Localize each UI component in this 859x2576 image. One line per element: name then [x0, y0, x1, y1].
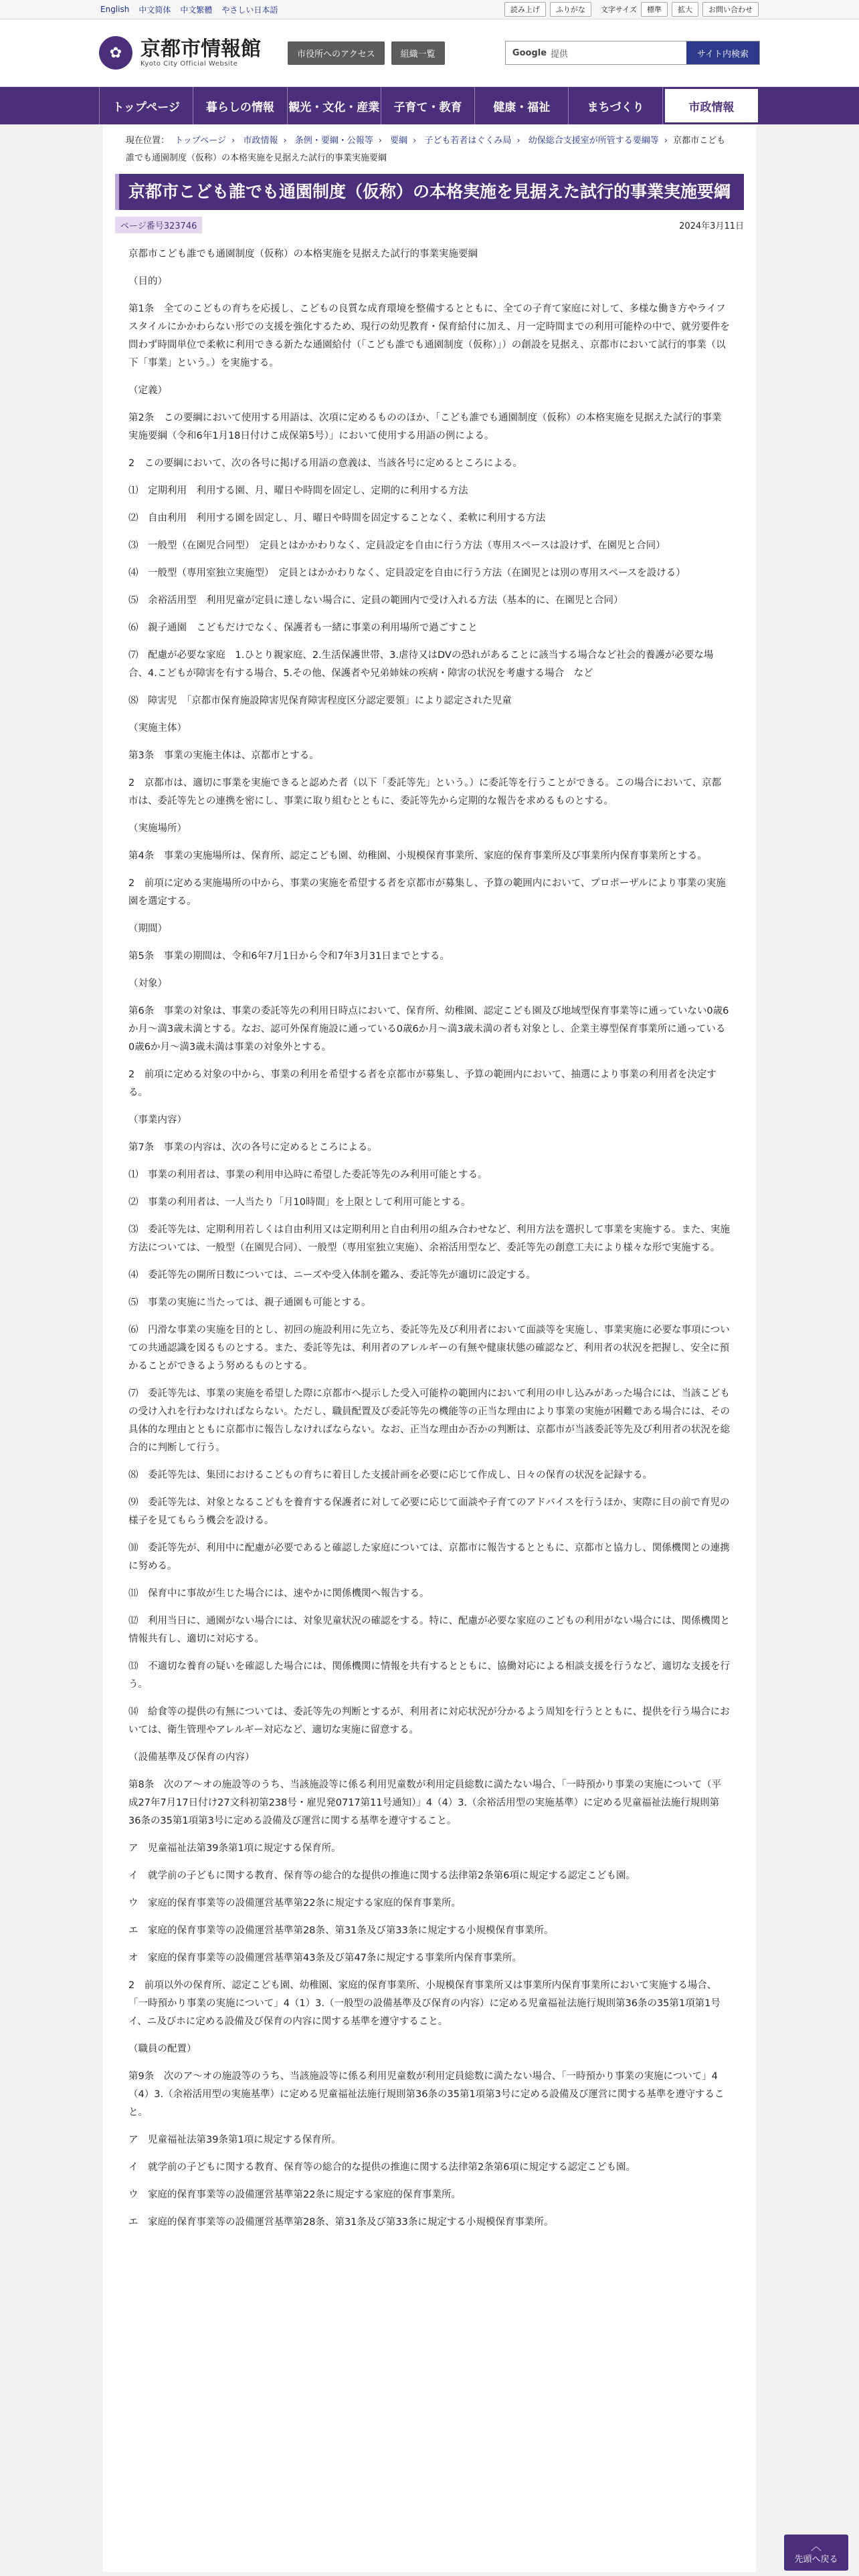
- chevron-up-icon: ︿: [810, 2539, 822, 2553]
- body-paragraph: 2 前項以外の保育所、認定こども園、幼稚園、家庭的保育事業所、小規模保育事業所又は事業所内保育事業所において実施する場合、「一時預かり事業の実施について」4（1）3.（一般型の設備基準及び保育の内容）に定める児童福祉法施行規則第36条の35第1項第1号イ、ニ及びホに定める設備及び保育の内容に関する基準を遵守すること。: [128, 1980, 721, 2027]
- body-paragraph: ⑴ 定期利用 利用する園、月、曜日や時間を固定し、定期的に利用する方法: [128, 486, 468, 496]
- breadcrumb-prefix: 現在位置：: [126, 136, 170, 146]
- utility-bar: [0, 0, 859, 19]
- body-paragraph: ア 児童福祉法第39条第1項に規定する保育所。: [128, 1843, 341, 1854]
- body-paragraph: ウ 家庭的保育事業等の設備運営基準第22条に規定する家庭的保育事業所。: [128, 1898, 461, 1909]
- chevron-right-icon: ›: [283, 136, 287, 146]
- body-paragraph: ⑷ 一般型（専用室独立実施型） 定員とはかかわりなく、定員設定を自由に行う方法（在園児とは別の専用スペースを設ける）: [128, 568, 686, 578]
- body-paragraph: 第6条 事業の対象は、事業の委託等先の利用日時点において、保育所、幼稚園、認定こども園及び地域型保育事業等に通っていない0歳6か月～満3歳未満とする。なお、認可外保育施設に通っている0歳6か月～満3歳未満の者も対象とし、企業主導型保育事業所に通っている0歳6か月～満3歳未満は事業の対象外とする。: [128, 1006, 729, 1053]
- global-nav: [0, 87, 859, 124]
- nav-childcare[interactable]: 子育て・教育: [381, 87, 475, 124]
- site-search: [505, 41, 760, 65]
- body-paragraph: ⑸ 事業の実施に当たっては、親子通園も可能とする。: [128, 1297, 371, 1308]
- body-paragraph: 第2条 この要綱において使用する用語は、次項に定めるもののほか、「こども誰でも通園制度（仮称）の本格実施を見据えた試行的事業実施要綱（令和6年1月18日付けこ成保第5号）」において使用する用語の例による。: [128, 413, 722, 441]
- back-to-top-label: 先頭へ戻る: [794, 2554, 838, 2565]
- search-button[interactable]: サイト内検索: [686, 41, 759, 64]
- main-content: [103, 124, 756, 2572]
- accessibility-tools: [504, 2, 759, 17]
- body-paragraph: ⑾ 保育中に事故が生じた場合には、速やかに関係機関へ報告する。: [128, 1588, 430, 1599]
- chevron-right-icon: ›: [231, 136, 235, 146]
- nav-tourism[interactable]: 観光・文化・産業: [288, 87, 381, 124]
- body-paragraph: 第9条 次のア～オの施設等のうち、当該施設等に係る利用児童数が利用定員総数に満たない場合、「一時預かり事業の実施について」4（4）3.（余裕活用型の実施基準）に定める児童福祉法施行規則第36条の35第1項第3号に定める設備及び運営に関する基準を遵守すること。: [128, 2071, 725, 2118]
- search-placeholder: 提供: [551, 49, 569, 60]
- breadcrumb-item[interactable]: 市政情報: [243, 136, 278, 146]
- body-paragraph: 第3条 事業の実施主体は、京都市とする。: [128, 750, 319, 761]
- body-paragraph: イ 就学前の子どもに関する教育、保育等の総合的な提供の推進に関する法律第2条第6項に規定する認定こども園。: [128, 1870, 636, 1881]
- nav-living[interactable]: 暮らしの情報: [193, 87, 287, 124]
- nav-health[interactable]: 健康・福祉: [475, 87, 569, 124]
- body-paragraph: ⑹ 親子通園 こどもだけでなく、保護者も一緒に事業の利用場所で過ごすこと: [128, 623, 478, 633]
- breadcrumb-current: 京都市こども誰でも通園制度（仮称）の本格実施を見据えた試行的事業実施要綱: [126, 136, 726, 163]
- body-paragraph: （目的）: [128, 276, 167, 287]
- body-paragraph: ⒁ 給食等の提供の有無については、委託等先の判断とするが、利用者に対応状況が分かるよう周知を行うとともに、提供を行う場合においては、衛生管理やアレルギー対応など、適切な実施に留意する。: [128, 1707, 730, 1735]
- body-paragraph: ⒀ 不適切な養育の疑いを確認した場合には、関係機関に情報を共有するとともに、協働対応による相談支援を行うなど、適切な支援を行う。: [128, 1661, 730, 1690]
- body-paragraph: 2 京都市は、適切に事業を実施できると認めた者（以下「委託等先」という。）に委託等を行うことができる。この場合において、京都市は、委託等先との連携を密にし、事業に取り組むとともに、委託等先から定期的な報告を求めるものとする。: [128, 778, 722, 807]
- access-button[interactable]: 市役所へのアクセス: [288, 41, 385, 65]
- body-paragraph: （事業内容）: [128, 1115, 187, 1125]
- body-paragraph: イ 就学前の子どもに関する教育、保育等の総合的な提供の推進に関する法律第2条第6項に規定する認定こども園。: [128, 2162, 636, 2173]
- chevron-right-icon: ›: [413, 136, 417, 146]
- body-paragraph: （対象）: [128, 978, 167, 989]
- page-meta: [112, 217, 747, 233]
- body-paragraph: エ 家庭的保育事業等の設備運営基準第28条、第31条及び第33条に規定する小規模保育事業所。: [128, 1925, 554, 1936]
- body-paragraph: （職員の配置）: [128, 2044, 197, 2054]
- link-english[interactable]: English: [100, 5, 130, 14]
- body-paragraph: （期間）: [128, 924, 167, 934]
- site-header: [0, 19, 859, 87]
- body-paragraph: ⑵ 自由利用 利用する園を固定し、月、曜日や時間を固定することなく、柔軟に利用する方法: [128, 513, 546, 524]
- logo-subtitle: Kyoto City Official Website: [140, 60, 238, 68]
- body-paragraph: ウ 家庭的保育事業等の設備運営基準第22条に規定する家庭的保育事業所。: [128, 2189, 461, 2200]
- read-aloud-button[interactable]: 読み上げ: [504, 2, 546, 17]
- body-paragraph: 2 前項に定める実施場所の中から、事業の実施を希望する者を京都市が募集し、予算の範囲内において、プロポーザルにより事業の実施園を選定する。: [128, 878, 726, 907]
- body-paragraph: オ 家庭的保育事業等の設備運営基準第43条及び第47条に規定する事業所内保育事業所。: [128, 1953, 522, 1963]
- body-paragraph: （定義）: [128, 385, 167, 396]
- city-emblem-icon: ✿: [99, 36, 132, 70]
- breadcrumb-item[interactable]: トップページ: [175, 136, 226, 146]
- body-paragraph: ⑺ 委託等先は、事業の実施を希望した際に京都市へ提示した受入可能枠の範囲内において利用の申し込みがあった場合には、当該こどもの受け入れを行わなければならない。ただし、職員配置及び委託等先の機能等の正当な理由により事業の実施が困難である場合には、その具体的な理由とともに京都市に報告しなければならない。なお、正当な理由か否かの判断は、京都市が当該委託等先及び利用者の状況を総合的に判断して行う。: [128, 1388, 730, 1453]
- link-chinese-traditional[interactable]: 中文繁體: [180, 5, 213, 15]
- body-paragraph: 第4条 事業の実施場所は、保育所、認定こども園、幼稚園、小規模保育事業所、家庭的保育事業所及び事業所内保育事業所とする。: [128, 851, 707, 861]
- body-paragraph: ⑴ 事業の利用者は、事業の利用申込時に希望した委託等先のみ利用可能とする。: [128, 1170, 488, 1180]
- chevron-right-icon: ›: [516, 136, 520, 146]
- body-paragraph: ⑵ 事業の利用者は、一人当たり「月10時間」を上限として利用可能とする。: [128, 1197, 471, 1208]
- nav-top[interactable]: トップページ: [99, 87, 193, 124]
- page-number: ページ番号323746: [115, 217, 202, 233]
- back-to-top-button[interactable]: [784, 2535, 848, 2571]
- contact-button[interactable]: お問い合わせ: [702, 2, 759, 17]
- logo-title: 京都市情報館: [140, 37, 261, 61]
- organization-button[interactable]: 組織一覧: [391, 41, 445, 65]
- breadcrumb-item[interactable]: 要綱: [390, 136, 408, 146]
- body-paragraph: ⑻ 委託等先は、集団におけるこどもの育ちに着目した支援計画を必要に応じて作成し、日々の保育の状況を記録する。: [128, 1470, 652, 1481]
- body-paragraph: ⑽ 委託等先が、利用中に配慮が必要であると確認した家庭については、京都市に報告するとともに、京都市と協力し、関係機関との連携に努める。: [128, 1543, 730, 1572]
- body-paragraph: （実施場所）: [128, 823, 187, 834]
- body-paragraph: ア 児童福祉法第39条第1項に規定する保育所。: [128, 2135, 341, 2145]
- site-logo[interactable]: [99, 36, 261, 70]
- body-paragraph: ⑻ 障害児 「京都市保育施設障害児保育障害程度区分認定要領」により認定された児童: [128, 695, 512, 706]
- furigana-button[interactable]: ふりがな: [550, 2, 591, 17]
- update-date: 2024年3月11日: [679, 221, 744, 231]
- font-standard-button[interactable]: 標準: [641, 2, 668, 17]
- search-input[interactable]: [506, 41, 686, 64]
- body-paragraph: 京都市こども誰でも通園制度（仮称）の本格実施を見据えた試行的事業実施要綱: [128, 249, 478, 259]
- body-paragraph: エ 家庭的保育事業等の設備運営基準第28条、第31条及び第33条に規定する小規模保育事業所。: [128, 2217, 554, 2228]
- breadcrumb-item[interactable]: 幼保総合支援室が所管する要綱等: [528, 136, 659, 146]
- body-paragraph: ⑸ 余裕活用型 利用児童が定員に達しない場合に、定員の範囲内で受け入れる方法（基本的に、在園児と合同）: [128, 595, 624, 606]
- body-paragraph: ⑹ 円滑な事業の実施を目的とし、初回の施設利用に先立ち、委託等先及び利用者において面談等を実施し、事業実施に必要な事項についての共通認識を図るものとする。また、委託等先は、利用者のアレルギーの有無や健康状態の確認など、利用者の状況を把握し、安全に預かることができるよう努めるものとする。: [128, 1325, 730, 1372]
- breadcrumb: [112, 130, 747, 170]
- font-large-button[interactable]: 拡大: [672, 2, 698, 17]
- header-links: [288, 41, 445, 65]
- chevron-right-icon: ›: [664, 136, 668, 146]
- body-paragraph: 第7条 事業の内容は、次の各号に定めるところによる。: [128, 1142, 377, 1153]
- nav-town[interactable]: まちづくり: [569, 87, 662, 124]
- link-chinese-simplified[interactable]: 中文简体: [138, 5, 171, 15]
- body-paragraph: 第8条 次のア～オの施設等のうち、当該施設等に係る利用児童数が利用定員総数に満たない場合、「一時預かり事業の実施について（平成27年7月17日付け27文科初第238号・雇児発0717第11号通知）」4（4）3.（余裕活用型の実施基準）に定める児童福祉法施行規則第36条の35第1項第3号に定める設備及び運営に関する基準を遵守すること。: [128, 1780, 722, 1826]
- language-links: [100, 4, 278, 15]
- breadcrumb-item[interactable]: 子ども若者はぐくみ局: [424, 136, 512, 146]
- body-paragraph: ⑺ 配慮が必要な家庭 1.ひとり親家庭、2.生活保護世帯、3.虐待又はDVの恐れがあることに該当する場合など社会的養護が必要な場合、4.こどもが障害を有する場合、5.その他、保護者や兄弟姉妹の疾病・障害の状況を考慮する場合 など: [128, 650, 714, 679]
- body-paragraph: ⑶ 委託等先は、定期利用若しくは自由利用又は定期利用と自由利用の組み合わせなど、利用方法を選択して事業を実施する。また、実施方法については、一般型（在園児合同）、一般型（専用室独立実施）、余裕活用型など、委託等先の創意工夫により様々な形で実施する。: [128, 1224, 730, 1253]
- body-paragraph: 2 この要綱において、次の各号に掲げる用語の意義は、当該各号に定めるところによる。: [128, 458, 522, 469]
- body-paragraph: （設備基準及び保育の内容）: [128, 1752, 255, 1763]
- search-brand: Google: [512, 47, 547, 58]
- body-paragraph: （実施主体）: [128, 723, 187, 734]
- chevron-right-icon: ›: [378, 136, 382, 146]
- body-paragraph: 2 前項に定める対象の中から、事業の利用を希望する者を京都市が募集し、予算の範囲内において、抽選により事業の利用者を決定する。: [128, 1069, 717, 1098]
- breadcrumb-item[interactable]: 条例・要綱・公報等: [294, 136, 373, 146]
- body-paragraph: ⑿ 利用当日に、通園がない場合には、対象児童状況の確認をする。特に、配慮が必要な家庭のこどもの利用がない場合には、関係機関と情報共有し、適切に対応する。: [128, 1616, 730, 1644]
- document-body: [112, 245, 747, 2232]
- body-paragraph: 第5条 事業の期間は、令和6年7月1日から令和7年3月31日までとする。: [128, 951, 450, 962]
- body-paragraph: ⑼ 委託等先は、対象となるこどもを養育する保護者に対して必要に応じて面談や子育てのアドバイスを行うほか、実際に目の前で育児の様子を見てもらう機会を設ける。: [128, 1497, 730, 1526]
- font-size-label: 文字サイズ: [600, 5, 637, 14]
- link-easy-japanese[interactable]: やさしい日本語: [221, 5, 278, 15]
- body-paragraph: ⑷ 委託等先の開所日数については、ニーズや受入体制を鑑み、委託等先が適切に設定する。: [128, 1270, 536, 1281]
- nav-city-info[interactable]: 市政情報: [663, 87, 760, 124]
- page-title: 京都市こども誰でも通園制度（仮称）の本格実施を見据えた試行的事業実施要綱: [115, 174, 744, 210]
- body-paragraph: 第1条 全てのこどもの育ちを応援し、こどもの良質な成育環境を整備するとともに、全ての子育て家庭に対して、多様な働き方やライフスタイルにかかわらない形での支援を強化するため、現行の幼児教育・保育給付に加え、月一定時間までの利用可能枠の中で、就労要件を問わず時間単位で柔軟に利用できる新たな通園給付（「こども誰でも通園制度（仮称）」）の創設を見据え、京都市において試行的事業（以下「事業」という。）を実施する。: [128, 304, 730, 368]
- body-paragraph: ⑶ 一般型（在園児合同型） 定員とはかかわりなく、定員設定を自由に行う方法（専用スペースは設けず、在園児と合同）: [128, 540, 666, 551]
